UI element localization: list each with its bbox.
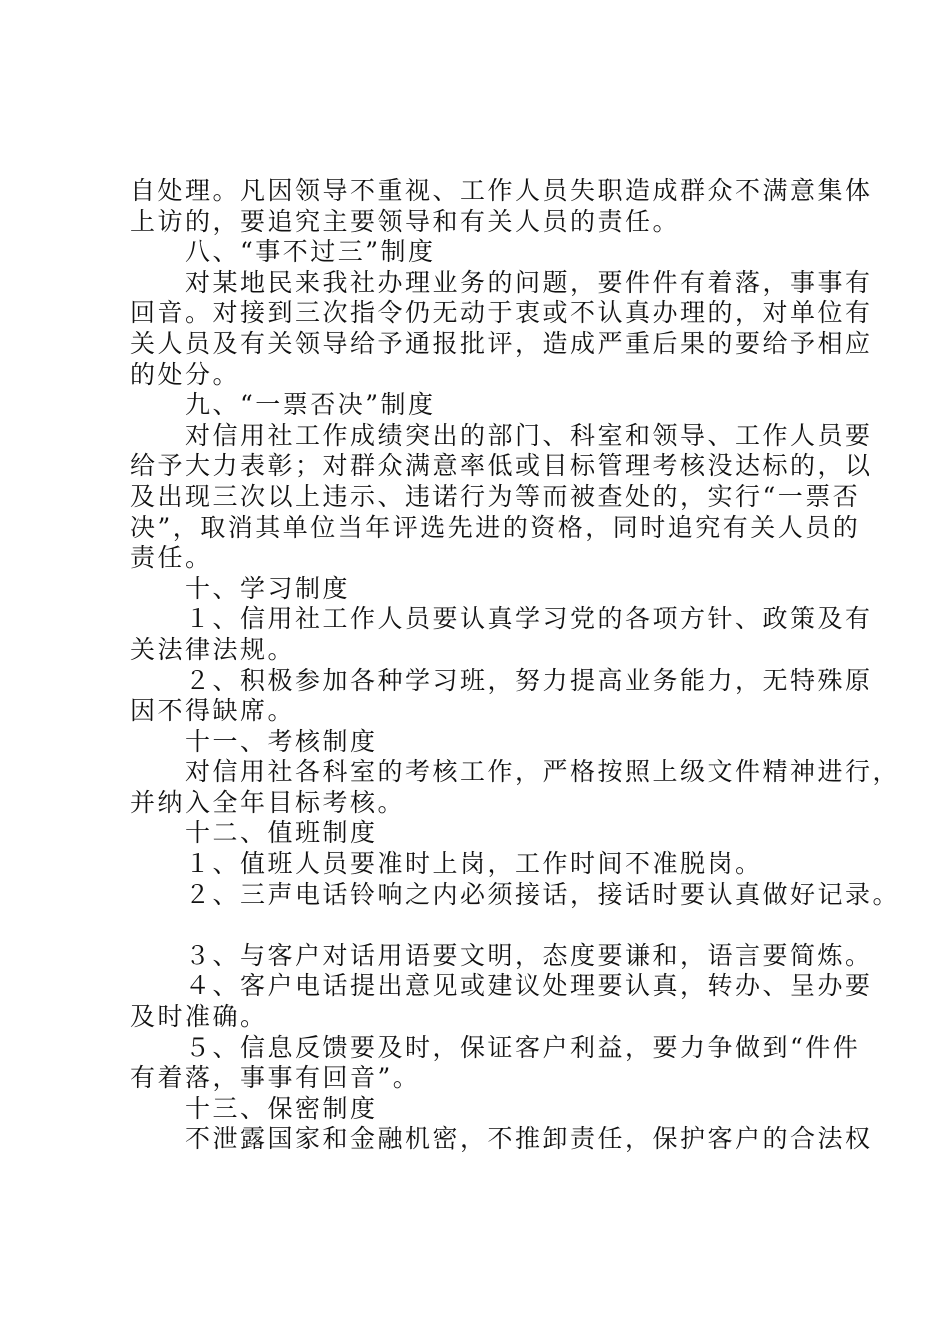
section-heading: 十三、保密制度 — [130, 1093, 378, 1123]
text-line: 回音。对接到三次指令仍无动于衷或不认真办理的，对单位有 — [130, 298, 873, 328]
text-line: １、值班人员要准时上岗，工作时间不准脱岗。 — [130, 849, 763, 879]
text-line: ２、积极参加各种学习班，努力提高业务能力，无特殊原 — [130, 665, 873, 695]
text-line: 对信用社各科室的考核工作，严格按照上级文件精神进行， — [130, 757, 901, 787]
text-line: 自处理。凡因领导不重视、工作人员失职造成群众不满意集体 — [130, 176, 873, 205]
section-heading: 八、“事不过三”制度 — [130, 237, 436, 267]
text-line: 责任。 — [130, 543, 213, 573]
text-line: ３、与客户对话用语要文明，态度要谦和，语言要简炼。 — [130, 940, 873, 970]
text-line: ５、信息反馈要及时，保证客户利益，要力争做到“件件 — [130, 1032, 861, 1062]
blank-line — [130, 910, 850, 941]
text-line: 及时准确。 — [130, 1002, 268, 1032]
text-line: 决”，取消其单位当年评选先进的资格，同时追究有关人员的 — [130, 512, 861, 542]
section-heading: 九、“一票否决”制度 — [130, 390, 436, 420]
section-heading: 十二、值班制度 — [130, 818, 378, 848]
document-body — [130, 176, 901, 1155]
text-line: 有着落，事事有回音”。 — [130, 1063, 421, 1093]
text-line: 不泄露国家和金融机密，不推卸责任，保护客户的合法权 — [130, 1124, 873, 1154]
text-line: 及出现三次以上违示、违诺行为等而被查处的，实行“一票否 — [130, 481, 861, 511]
text-line: 对某地民来我社办理业务的问题，要件件有着落，事事有 — [130, 267, 873, 297]
text-line: 因不得缺席。 — [130, 696, 296, 726]
text-line: 并纳入全年目标考核。 — [130, 787, 406, 817]
section-heading: 十、学习制度 — [130, 573, 351, 603]
text-line: 给予大力表彰；对群众满意率低或目标管理考核没达标的，以 — [130, 451, 873, 481]
text-line: 关法律法规。 — [130, 634, 296, 664]
text-line: ２、三声电话铃响之内必须接话，接话时要认真做好记录。 — [130, 879, 901, 909]
section-heading: 十一、考核制度 — [130, 726, 378, 756]
text-line: 对信用社工作成绩突出的部门、科室和领导、工作人员要 — [130, 420, 873, 450]
text-line: ４、客户电话提出意见或建议处理要认真，转办、呈办要 — [130, 971, 873, 1001]
text-line: 关人员及有关领导给予通报批评，造成严重后果的要给予相应 — [130, 328, 873, 358]
text-line: 上访的，要追究主要领导和有关人员的责任。 — [130, 206, 681, 236]
text-line: 的处分。 — [130, 359, 241, 389]
text-line: １、信用社工作人员要认真学习党的各项方针、政策及有 — [130, 604, 873, 634]
